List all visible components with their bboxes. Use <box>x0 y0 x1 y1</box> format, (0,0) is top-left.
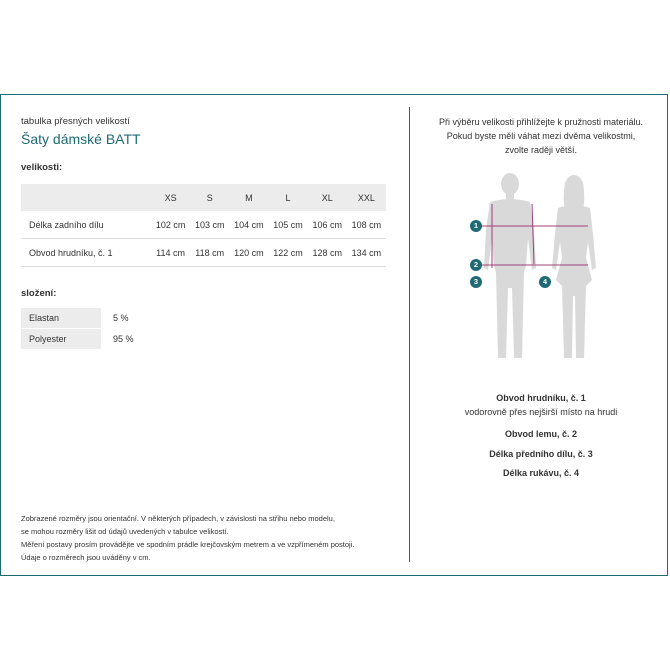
table-cell: 103 cm <box>190 211 229 239</box>
table-cell: 114 cm <box>151 239 190 267</box>
material-percent: 5 % <box>113 313 129 323</box>
advice-line: zvolte raději větší. <box>504 145 578 155</box>
measure-badge: 1 <box>470 220 482 232</box>
product-title: Šaty dámské BATT <box>21 131 141 147</box>
table-cell: 120 cm <box>229 239 268 267</box>
table-row <box>21 239 386 267</box>
measurement-title: Délka rukávu, č. 4 <box>502 468 580 478</box>
row-label: Délka zadního dílu <box>21 211 151 239</box>
advice-line: Při výběru velikosti přihlížejte k pružnosti materiálu. <box>438 117 644 127</box>
table-cell: 108 cm <box>347 211 386 239</box>
measurement-title: Délka předního dílu, č. 3 <box>489 449 593 459</box>
measurement-description: vodorovně přes nejširší místo na hrudi <box>464 407 618 417</box>
table-row <box>21 211 386 239</box>
body-measurement-figure <box>462 168 622 373</box>
size-table <box>21 184 386 267</box>
note-line: se mohou rozměry lišit od údajů uvedených v tabulce velikostí. <box>21 527 229 536</box>
chart-subtitle: tabulka přesných velikostí <box>21 116 130 127</box>
table-cell: 128 cm <box>308 239 347 267</box>
measure-badge: 4 <box>539 276 551 288</box>
table-cell: 122 cm <box>268 239 307 267</box>
table-cell: 104 cm <box>229 211 268 239</box>
advice-line: Pokud byste měli váhat mezi dvěma velikostmi, <box>446 131 636 141</box>
size-column-header: XS <box>151 184 190 211</box>
measurement-title: Obvod lemu, č. 2 <box>504 429 578 439</box>
material-name: Elastan <box>21 308 101 328</box>
size-column-header: L <box>268 184 307 211</box>
table-cell: 134 cm <box>347 239 386 267</box>
material-name: Polyester <box>21 329 101 349</box>
column-divider <box>409 107 410 562</box>
size-column-header: M <box>229 184 268 211</box>
size-table-corner <box>21 184 151 211</box>
composition-label: složení: <box>21 288 57 299</box>
measure-badge: 2 <box>470 259 482 271</box>
size-column-header: XXL <box>347 184 386 211</box>
composition-row <box>21 329 161 349</box>
measure-badge: 3 <box>470 276 482 288</box>
table-cell: 106 cm <box>308 211 347 239</box>
material-percent: 95 % <box>113 334 134 344</box>
size-table-header-row <box>21 184 386 211</box>
note-line: Měření postavy prosím provádějte ve spodním prádle krejčovským metrem a ve vzpřímeném postoji. <box>21 540 355 549</box>
size-column-header: XL <box>308 184 347 211</box>
row-label: Obvod hrudníku, č. 1 <box>21 239 151 267</box>
table-cell: 102 cm <box>151 211 190 239</box>
note-line: Zobrazené rozměry jsou orientační. V některých případech, v závislosti na střihu nebo modelu, <box>21 514 335 523</box>
note-line: Údaje o rozměrech jsou uváděny v cm. <box>21 553 151 562</box>
composition-row <box>21 308 161 328</box>
silhouettes-illustration <box>462 168 622 368</box>
table-cell: 118 cm <box>190 239 229 267</box>
female-silhouette <box>552 175 596 358</box>
table-cell: 105 cm <box>268 211 307 239</box>
measurement-title: Obvod hrudníku, č. 1 <box>496 393 586 403</box>
sizes-label: velikosti: <box>21 162 63 173</box>
size-column-header: S <box>190 184 229 211</box>
